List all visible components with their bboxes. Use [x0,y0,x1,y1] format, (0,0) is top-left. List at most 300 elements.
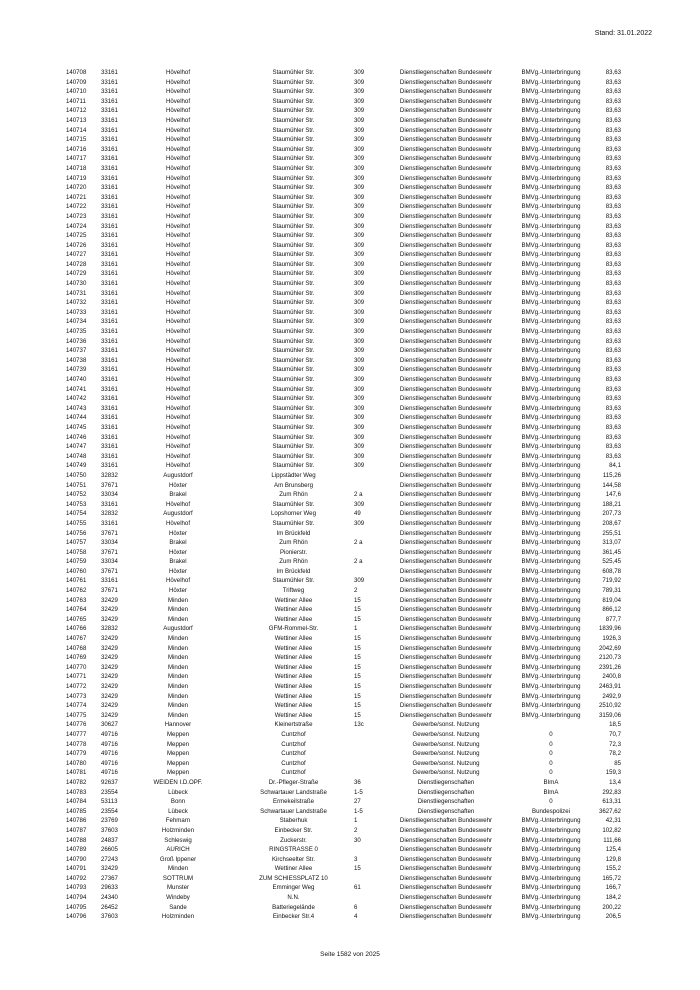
postal-code: 33161 [101,289,118,297]
area-value: 83,63 [605,232,621,240]
row-id: 140748 [66,452,87,460]
row-id: 140710 [66,88,87,96]
postal-code: 33161 [101,337,118,345]
table-row [66,720,636,730]
row-id: 140722 [66,203,87,211]
area-value: 83,63 [605,88,621,96]
row-id: 140752 [66,491,87,499]
row-id: 140723 [66,212,87,220]
allocation: BMVg.-Unterbringung [521,433,581,441]
street: Staumühler Str. [272,251,315,259]
area-value: 83,63 [605,328,621,336]
usage-type: Dienstliegenschaften Bundeswehr [399,548,493,556]
table-row [66,586,636,596]
postal-code: 26452 [101,903,118,911]
postal-code: 33161 [101,443,118,451]
house-number: 309 [354,174,365,182]
city: Hövelhof [165,184,191,192]
area-value: 83,63 [605,97,621,105]
row-id: 140775 [66,711,87,719]
house-number: 3 [354,855,358,863]
city: Brakel [169,539,187,547]
city: Hövelhof [165,164,191,172]
postal-code: 33161 [101,212,118,220]
usage-type: Dienstliegenschaften Bundeswehr [399,884,493,892]
row-id: 140759 [66,558,87,566]
row-id: 140708 [66,69,87,76]
area-value: 2492,9 [602,692,621,700]
postal-code: 33161 [101,203,118,211]
postal-code: 33161 [101,385,118,393]
usage-type: Dienstliegenschaften Bundeswehr [399,894,493,902]
city: Minden [168,644,188,652]
area-value: 83,63 [605,289,621,297]
house-number: 15 [354,615,361,623]
allocation: BMVg.-Unterbringung [521,884,581,892]
table-row [66,202,636,212]
city: Munster [166,884,189,892]
table-row [66,759,636,769]
table-row [66,807,636,817]
row-id: 140790 [66,855,87,863]
street: Cuntzhof [281,750,306,758]
street: Staumühler Str. [272,289,315,297]
allocation: BMVg.-Unterbringung [521,145,581,153]
usage-type: Dienstliegenschaften Bundeswehr [399,136,493,144]
postal-code: 37671 [101,567,118,575]
street: Lopshorner Weg [271,510,316,518]
postal-code: 23554 [101,788,118,796]
allocation: BMVg.-Unterbringung [521,174,581,182]
table-row [66,816,636,826]
row-id: 140766 [66,625,87,633]
usage-type: Dienstliegenschaften Bundeswehr [399,184,493,192]
table-row [66,164,636,174]
city: Hövelhof [165,404,191,412]
allocation: Bundespolizei [532,807,570,815]
street: Staumühler Str. [272,78,315,86]
usage-type: Dienstliegenschaften Bundeswehr [399,241,493,249]
area-value: 13,4 [609,778,621,786]
allocation: BMVg.-Unterbringung [521,846,581,854]
usage-type: Dienstliegenschaften Bundeswehr [399,500,493,508]
table-row [66,615,636,625]
allocation: BMVg.-Unterbringung [521,913,581,921]
street: Zum Rhön [279,539,308,547]
area-value: 188,21 [602,500,621,508]
usage-type: Dienstliegenschaften Bundeswehr [399,280,493,288]
table-row [66,174,636,184]
city: AURICH [166,846,190,854]
street: Staumühler Str. [272,366,315,374]
city: Hövelhof [165,174,191,182]
area-value: 85 [614,759,621,767]
table-row [66,692,636,702]
street: Staumühler Str. [272,145,315,153]
allocation: BMVg.-Unterbringung [521,88,581,96]
allocation: BMVg.-Unterbringung [521,366,581,374]
row-id: 140716 [66,145,87,153]
usage-type: Gewerbe/sonst. Nutzung [412,740,480,748]
street: GFM-Rommel-Str. [268,625,319,633]
usage-type: Dienstliegenschaften Bundeswehr [399,395,493,403]
usage-type: Dienstliegenschaften Bundeswehr [399,481,493,489]
area-value: 819,04 [602,596,621,604]
postal-code: 33161 [101,280,118,288]
house-number: 61 [354,884,361,892]
postal-code: 33161 [101,251,118,259]
row-id: 140737 [66,347,87,355]
table-row [66,644,636,654]
postal-code: 33161 [101,164,118,172]
allocation: BMVg.-Unterbringung [521,318,581,326]
table-row [66,653,636,663]
table-row [66,864,636,874]
table-row [66,797,636,807]
postal-code: 33161 [101,107,118,115]
postal-code: 33034 [101,491,118,499]
city: Minden [168,615,188,623]
allocation: BMVg.-Unterbringung [521,347,581,355]
allocation: BMVg.-Unterbringung [521,260,581,268]
allocation: BMVg.-Unterbringung [521,539,581,547]
city: Schleswig [164,836,192,844]
house-number: 309 [354,519,365,527]
house-number: 6 [354,903,358,911]
row-id: 140777 [66,730,87,738]
table-row [66,413,636,423]
usage-type: Dienstliegenschaften Bundeswehr [399,232,493,240]
usage-type: Dienstliegenschaften Bundeswehr [399,836,493,844]
row-id: 140721 [66,193,87,201]
postal-code: 33161 [101,500,118,508]
allocation: BMVg.-Unterbringung [521,289,581,297]
postal-code: 49716 [101,759,118,767]
postal-code: 32429 [101,635,118,643]
area-value: 155,2 [605,865,621,873]
city: Hövelhof [165,500,191,508]
street: Zuckerstr. [280,836,307,844]
street: Staumühler Str. [272,318,315,326]
city: Hövelhof [165,232,191,240]
city: Minden [168,654,188,662]
table-row [66,433,636,443]
area-value: 2120,73 [598,654,621,662]
allocation: BMVg.-Unterbringung [521,356,581,364]
house-number: 309 [354,443,365,451]
house-number: 309 [354,366,365,374]
row-id: 140773 [66,692,87,700]
city: Hövelhof [165,251,191,259]
postal-code: 32429 [101,711,118,719]
usage-type: Dienstliegenschaften Bundeswehr [399,193,493,201]
postal-code: 32429 [101,692,118,700]
postal-code: 33161 [101,116,118,124]
allocation: BMVg.-Unterbringung [521,826,581,834]
allocation: BMVg.-Unterbringung [521,471,581,479]
table-row [66,663,636,673]
street: Staumühler Str. [272,443,315,451]
city: Hövelhof [165,241,191,249]
area-value: 613,31 [602,798,621,806]
house-number: 1-5 [354,807,363,815]
city: Hannover [164,721,192,729]
row-id: 140739 [66,366,87,374]
row-id: 140783 [66,788,87,796]
area-value: 200,22 [602,903,621,911]
house-number: 309 [354,164,365,172]
area-value: 83,63 [605,443,621,451]
city: Brakel [169,558,187,566]
area-value: 165,72 [602,874,621,882]
table-row [66,490,636,500]
house-number: 27 [354,798,361,806]
street: Zum Rhön [279,491,308,499]
table-row [66,605,636,615]
house-number: 15 [354,673,361,681]
postal-code: 49716 [101,740,118,748]
city: Hövelhof [165,347,191,355]
house-number: 309 [354,88,365,96]
city: Groß Ippener [159,855,197,863]
area-value: 83,63 [605,299,621,307]
postal-code: 33161 [101,328,118,336]
row-id: 140731 [66,289,87,297]
row-id: 140774 [66,702,87,710]
postal-code: 92637 [101,778,118,786]
postal-code: 32429 [101,644,118,652]
street: Wettiner Allee [274,644,313,652]
usage-type: Dienstliegenschaften Bundeswehr [399,116,493,124]
table-row [66,500,636,510]
city: Höxter [169,529,187,537]
row-id: 140762 [66,587,87,595]
row-id: 140761 [66,577,87,585]
table-row [66,289,636,299]
usage-type: Gewerbe/sonst. Nutzung [412,750,480,758]
allocation: BMVg.-Unterbringung [521,280,581,288]
table-row [66,337,636,347]
table-row [66,548,636,558]
house-number: 309 [354,376,365,383]
allocation: BMVg.-Unterbringung [521,548,581,556]
area-value: 83,63 [605,376,621,383]
usage-type: Dienstliegenschaften Bundeswehr [399,289,493,297]
row-id: 140758 [66,548,87,556]
house-number: 309 [354,155,365,163]
area-value: 83,63 [605,69,621,76]
postal-code: 33161 [101,395,118,403]
usage-type: Dienstliegenschaften Bundeswehr [399,385,493,393]
row-id: 140741 [66,385,87,393]
area-value: 83,63 [605,414,621,422]
street: Lippstädter Weg [271,471,316,479]
house-number: 309 [354,251,365,259]
house-number: 15 [354,683,361,690]
postal-code: 32832 [101,625,118,633]
allocation: BMVg.-Unterbringung [521,625,581,633]
usage-type: Dienstliegenschaften Bundeswehr [399,251,493,259]
allocation: BMVg.-Unterbringung [521,836,581,844]
allocation: BMVg.-Unterbringung [521,644,581,652]
table-row [66,576,636,586]
house-number: 15 [354,654,361,662]
row-id: 140791 [66,865,87,873]
postal-code: 23554 [101,807,118,815]
table-row [66,279,636,289]
city: Augustdorf [163,510,193,518]
table-row [66,317,636,327]
row-id: 140779 [66,750,87,758]
postal-code: 33161 [101,174,118,182]
allocation: BMVg.-Unterbringung [521,903,581,911]
street: Wettiner Allee [274,702,313,710]
usage-type: Dienstliegenschaften Bundeswehr [399,855,493,863]
street: Staumühler Str. [272,155,315,163]
city: Hövelhof [165,222,191,230]
table-row [66,529,636,539]
city: SOTTRUM [162,874,194,882]
house-number: 309 [354,500,365,508]
allocation: BMVg.-Unterbringung [521,414,581,422]
row-id: 140735 [66,328,87,336]
street: Cuntzhof [281,759,306,767]
street: Wettiner Allee [274,683,313,690]
row-id: 140724 [66,222,87,230]
allocation: BMVg.-Unterbringung [521,855,581,863]
allocation: BMVg.-Unterbringung [521,587,581,595]
area-value: 83,63 [605,116,621,124]
area-value: 83,63 [605,347,621,355]
allocation: BMVg.-Unterbringung [521,596,581,604]
table-row [66,711,636,721]
row-id: 140786 [66,817,87,825]
house-number: 2 [354,826,358,834]
street: Ermekeilstraße [273,798,314,806]
usage-type: Dienstliegenschaften Bundeswehr [399,299,493,307]
table-row [66,701,636,711]
table-row [66,97,636,107]
house-number: 15 [354,702,361,710]
allocation: BMVg.-Unterbringung [521,395,581,403]
row-id: 140784 [66,798,87,806]
postal-code: 33034 [101,539,118,547]
postal-code: 37671 [101,529,118,537]
postal-code: 37671 [101,481,118,489]
table-row [66,634,636,644]
table-row [66,241,636,251]
row-id: 140717 [66,155,87,163]
city: Meppen [166,740,190,748]
row-id: 140765 [66,615,87,623]
postal-code: 32832 [101,471,118,479]
table-row [66,740,636,750]
area-value: 184,2 [605,894,621,902]
usage-type: Dienstliegenschaften Bundeswehr [399,702,493,710]
usage-type: Dienstliegenschaften Bundeswehr [399,625,493,633]
table-row [66,596,636,606]
street: Kirchseelter Str. [271,855,315,863]
street: Staumühler Str. [272,452,315,460]
area-value: 125,4 [605,846,621,854]
city: Hövelhof [165,289,191,297]
area-value: 70,7 [609,730,621,738]
city: Hövelhof [165,193,191,201]
usage-type: Dienstliegenschaften Bundeswehr [399,260,493,268]
city: Hövelhof [165,308,191,316]
city: Minden [168,865,188,873]
row-id: 140727 [66,251,87,259]
usage-type: Dienstliegenschaften Bundeswehr [399,414,493,422]
city: Minden [168,663,188,671]
postal-code: 49716 [101,769,118,777]
allocation: BMVg.-Unterbringung [521,510,581,518]
row-id: 140781 [66,769,87,777]
postal-code: 33161 [101,452,118,460]
street: Staumühler Str. [272,107,315,115]
table-row [66,836,636,846]
table-row [66,749,636,759]
postal-code: 33161 [101,404,118,412]
street: Wettiner Allee [274,635,313,643]
allocation: BMVg.-Unterbringung [521,894,581,902]
usage-type: Dienstliegenschaften Bundeswehr [399,443,493,451]
allocation: BMVg.-Unterbringung [521,481,581,489]
city: Meppen [166,750,190,758]
table-row [66,375,636,385]
area-value: 42,31 [605,817,621,825]
street: Cuntzhof [281,730,306,738]
row-id: 140795 [66,903,87,911]
area-value: 83,63 [605,308,621,316]
city: Fehmarn [165,817,191,825]
street: Staumühler Str. [272,299,315,307]
row-id: 140753 [66,500,87,508]
table-row [66,624,636,634]
postal-code: 32832 [101,510,118,518]
usage-type: Dienstliegenschaften Bundeswehr [399,452,493,460]
table-row [66,442,636,452]
usage-type: Dienstliegenschaften Bundeswehr [399,692,493,700]
street: ZUM SCHIESSPLATZ 10 [259,874,328,882]
table-row [66,461,636,471]
city: Lübeck [168,807,188,815]
usage-type: Gewerbe/sonst. Nutzung [412,759,480,767]
postal-code: 49716 [101,730,118,738]
street: Im Brückfeld [276,567,311,575]
postal-code: 37603 [101,913,118,921]
street: Staumühler Str. [272,376,315,383]
house-number: 309 [354,270,365,278]
table-row [66,250,636,260]
area-value: 72,3 [609,740,621,748]
street: Staumühler Str. [272,500,315,508]
area-value: 208,67 [602,519,621,527]
postal-code: 32429 [101,865,118,873]
usage-type: Gewerbe/sonst. Nutzung [412,769,480,777]
city: Hövelhof [165,414,191,422]
street: Batteriegelände [272,903,315,911]
house-number: 309 [354,212,365,220]
area-value: 102,82 [602,826,621,834]
allocation: BMVg.-Unterbringung [521,308,581,316]
row-id: 140719 [66,174,87,182]
postal-code: 33161 [101,318,118,326]
city: Hövelhof [165,577,191,585]
allocation: BMVg.-Unterbringung [521,673,581,681]
city: Meppen [166,769,190,777]
area-value: 83,63 [605,145,621,153]
